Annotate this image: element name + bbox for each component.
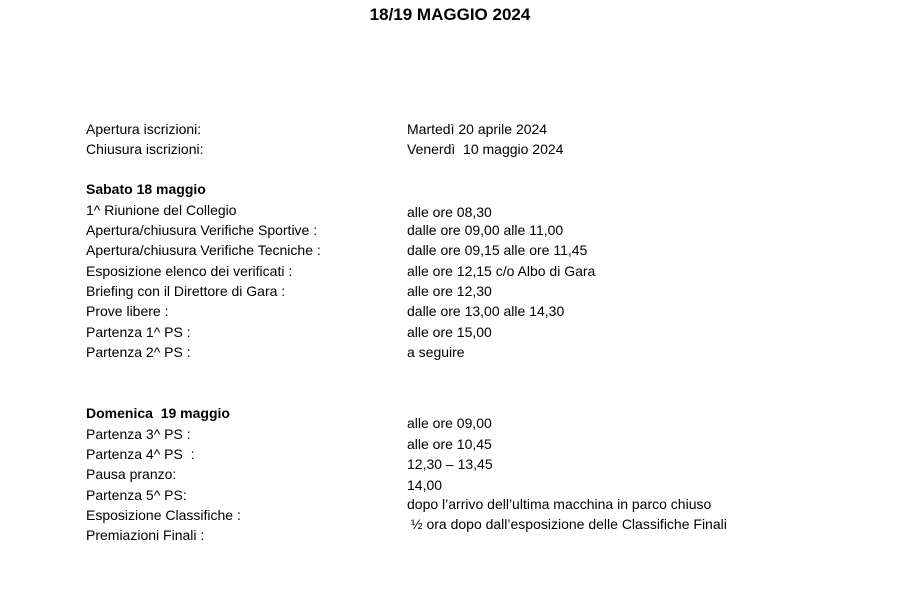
saturday-label: Apertura/chiusura Verifiche Sportive : (86, 222, 318, 238)
saturday-value: a seguire (407, 344, 465, 360)
registration-closing-label: Chiusura iscrizioni: (86, 141, 204, 157)
saturday-label: Briefing con il Direttore di Gara : (86, 283, 286, 299)
saturday-value: alle ore 15,00 (407, 324, 492, 340)
saturday-label: Prove libere : (86, 303, 169, 319)
sunday-value: ½ ora dopo dall’esposizione delle Classifiche Finali (407, 516, 727, 532)
sunday-label: Esposizione Classifiche : (86, 507, 241, 523)
saturday-value: dalle ore 13,00 alle 14,30 (407, 303, 565, 319)
sunday-value: alle ore 10,45 (407, 436, 492, 452)
saturday-label: Partenza 1^ PS : (86, 324, 191, 340)
sunday-value: 12,30 – 13,45 (407, 456, 493, 472)
page-title: 18/19 MAGGIO 2024 (369, 5, 531, 24)
sunday-value: dopo l’arrivo dell’ultima macchina in parco chiuso (407, 496, 712, 512)
saturday-label: 1^ Riunione del Collegio (86, 202, 237, 218)
saturday-value: alle ore 12,30 (407, 283, 492, 299)
sunday-label: Partenza 4^ PS : (86, 446, 195, 462)
saturday-value: dalle ore 09,00 alle 11,00 (407, 222, 564, 238)
sunday-label: Partenza 3^ PS : (86, 426, 191, 442)
saturday-label: Partenza 2^ PS : (86, 344, 191, 360)
registration-opening-value: Martedì 20 aprile 2024 (407, 121, 548, 137)
sunday-heading: Domenica 19 maggio (86, 405, 230, 421)
saturday-heading: Sabato 18 maggio (86, 181, 206, 197)
registration-closing-value: Venerdì 10 maggio 2024 (407, 141, 564, 157)
saturday-value: alle ore 12,15 c/o Albo di Gara (407, 263, 596, 279)
sunday-value: 14,00 (407, 477, 443, 493)
registration-opening-label: Apertura iscrizioni: (86, 121, 202, 137)
saturday-value: dalle ore 09,15 alle ore 11,45 (407, 242, 588, 258)
saturday-value: alle ore 08,30 (407, 204, 492, 220)
sunday-label: Pausa pranzo: (86, 466, 177, 482)
sunday-value: alle ore 09,00 (407, 415, 492, 431)
sunday-label: Premiazioni Finali : (86, 527, 205, 543)
saturday-label: Esposizione elenco dei verificati : (86, 263, 293, 279)
saturday-label: Apertura/chiusura Verifiche Tecniche : (86, 242, 321, 258)
sunday-label: Partenza 5^ PS: (86, 487, 187, 503)
